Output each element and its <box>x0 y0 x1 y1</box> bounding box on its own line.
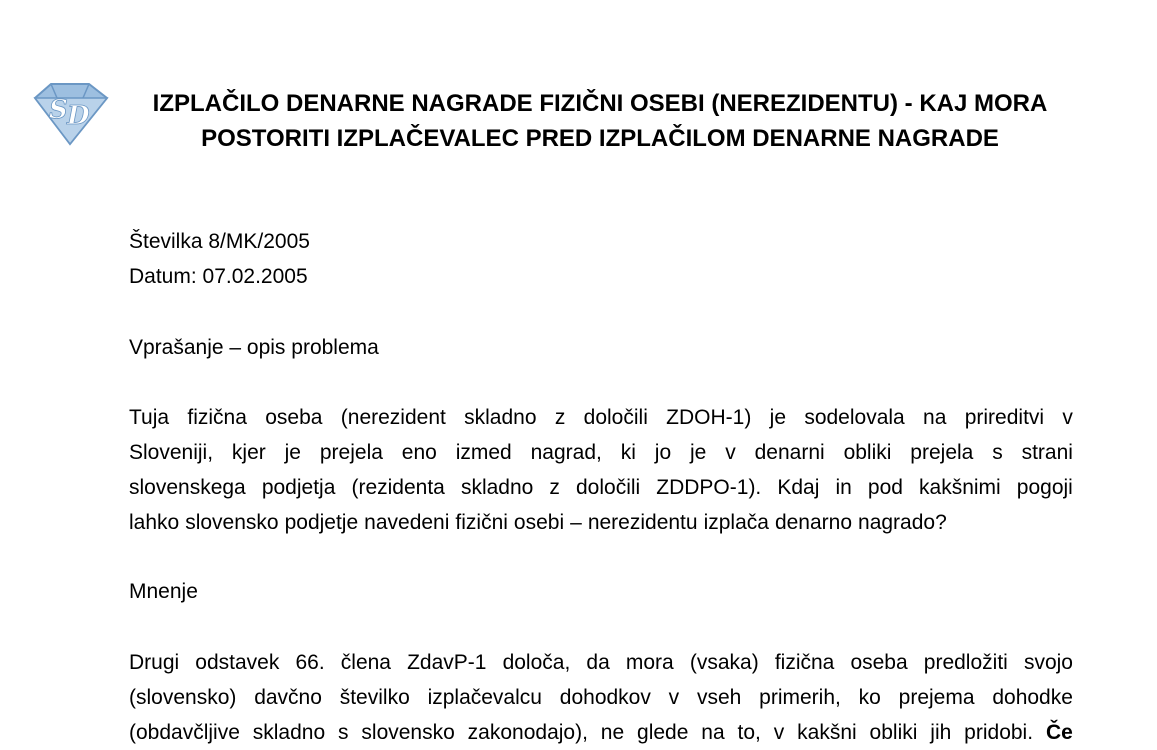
word: fizični <box>455 511 508 534</box>
word: pridobi. <box>964 721 1034 744</box>
word: primerih, <box>759 686 841 709</box>
word: v <box>725 441 736 464</box>
word: skladno <box>464 406 537 429</box>
sd-logo-icon <box>27 78 113 150</box>
word: strani <box>1021 441 1073 464</box>
word: na <box>923 406 947 429</box>
word: 66. <box>295 651 325 674</box>
document-date: Datum: 07.02.2005 <box>129 265 308 288</box>
word: (obdavčljive <box>129 721 240 744</box>
word: nagrado? <box>858 511 947 534</box>
word: denarni <box>754 441 825 464</box>
word: Tuja <box>129 406 170 429</box>
word: izplača <box>703 511 769 534</box>
word: kjer <box>231 441 266 464</box>
paragraph-line <box>129 435 1073 470</box>
word: nerezidentu <box>587 511 698 534</box>
word: sodelovala <box>804 406 905 429</box>
word: slovensko <box>185 511 279 534</box>
word: jo <box>654 441 672 464</box>
word: ZdavP-1 <box>407 651 487 674</box>
word: in <box>835 476 852 499</box>
svg-text:D: D <box>67 101 90 131</box>
word: (vsaka) <box>689 651 759 674</box>
word: izmed <box>455 441 512 464</box>
word: ki <box>620 441 636 464</box>
word: oseba <box>850 651 908 674</box>
word: denarno <box>774 511 853 534</box>
word: (rezidenta <box>351 476 445 499</box>
word: Sloveniji, <box>129 441 214 464</box>
opinion-paragraph <box>129 645 1073 750</box>
word: z <box>549 476 560 499</box>
word: slovenskega <box>129 476 246 499</box>
word: davčno <box>254 686 322 709</box>
word: številko <box>339 686 410 709</box>
word: izplačevalcu <box>427 686 542 709</box>
word: dohodke <box>992 686 1073 709</box>
word: ZDDPO-1). <box>656 476 762 499</box>
word: pod <box>867 476 903 499</box>
word: dohodkov <box>559 686 651 709</box>
word: skladno <box>252 721 326 744</box>
paragraph-line <box>129 645 1073 680</box>
paragraph-line <box>129 680 1073 715</box>
word: kakšni <box>797 721 857 744</box>
word: ne <box>600 721 625 744</box>
word: – <box>570 511 582 534</box>
word: prejela <box>319 441 383 464</box>
word: v <box>773 721 785 744</box>
word: da <box>586 651 610 674</box>
word: oseba <box>265 406 323 429</box>
word: skladno <box>460 476 534 499</box>
word: glede <box>637 721 689 744</box>
word: vseh <box>696 686 742 709</box>
word: svojo <box>1023 651 1073 674</box>
word: Drugi <box>129 651 180 674</box>
word: določa, <box>502 651 571 674</box>
word: eno <box>401 441 437 464</box>
word: to, <box>737 721 761 744</box>
word: (nerezident <box>340 406 446 429</box>
word: v <box>668 686 680 709</box>
word: v <box>1062 406 1073 429</box>
question-paragraph <box>129 400 1073 540</box>
paragraph-line <box>129 470 1073 505</box>
word: jih <box>930 721 952 744</box>
word: obliki <box>869 721 918 744</box>
word: Kdaj <box>777 476 820 499</box>
document-number: Številka 8/MK/2005 <box>129 230 310 253</box>
word: s <box>338 721 349 744</box>
word: lahko <box>129 511 180 534</box>
word: je <box>690 441 707 464</box>
word: fizična <box>187 406 247 429</box>
word: fizična <box>774 651 835 674</box>
word: podjetja <box>261 476 336 499</box>
word: določili <box>583 406 648 429</box>
word: kakšnimi <box>919 476 1001 499</box>
word: predložiti <box>923 651 1008 674</box>
section-heading-question: Vprašanje – opis problema <box>129 336 379 359</box>
word: s <box>992 441 1003 464</box>
word: obliki <box>843 441 892 464</box>
word: mora <box>625 651 674 674</box>
paragraph-line <box>129 715 1073 750</box>
word: podjetje <box>284 511 359 534</box>
word: z <box>554 406 566 429</box>
word: določili <box>575 476 641 499</box>
document-title: IZPLAČILO DENARNE NAGRADE FIZIČNI OSEBI (NEREZIDENTU) - KAJ MORA POSTORITI IZPLAČEVALEC PRED IZPLAČILOM DENARNE NAGRADE <box>152 90 1048 152</box>
word: pogoji <box>1016 476 1073 499</box>
word: navedeni <box>364 511 450 534</box>
word: nagrad, <box>530 441 602 464</box>
word: člena <box>340 651 391 674</box>
bold-word: Če <box>1045 721 1073 744</box>
paragraph-line <box>129 400 1073 435</box>
svg-text:S: S <box>49 95 68 125</box>
paragraph-line <box>129 505 1073 540</box>
word: zakonodajo), <box>467 721 588 744</box>
section-heading-opinion: Mnenje <box>129 580 198 603</box>
word: slovensko <box>361 721 455 744</box>
word: ko <box>858 686 881 709</box>
word: osebi <box>513 511 565 534</box>
word: prejela <box>910 441 974 464</box>
word: odstavek <box>195 651 280 674</box>
word: ZDOH-1) <box>666 406 752 429</box>
word: je <box>284 441 301 464</box>
word: (slovensko) <box>129 686 237 709</box>
word: prireditvi <box>964 406 1045 429</box>
word: prejema <box>898 686 975 709</box>
word: je <box>769 406 787 429</box>
word: na <box>701 721 725 744</box>
